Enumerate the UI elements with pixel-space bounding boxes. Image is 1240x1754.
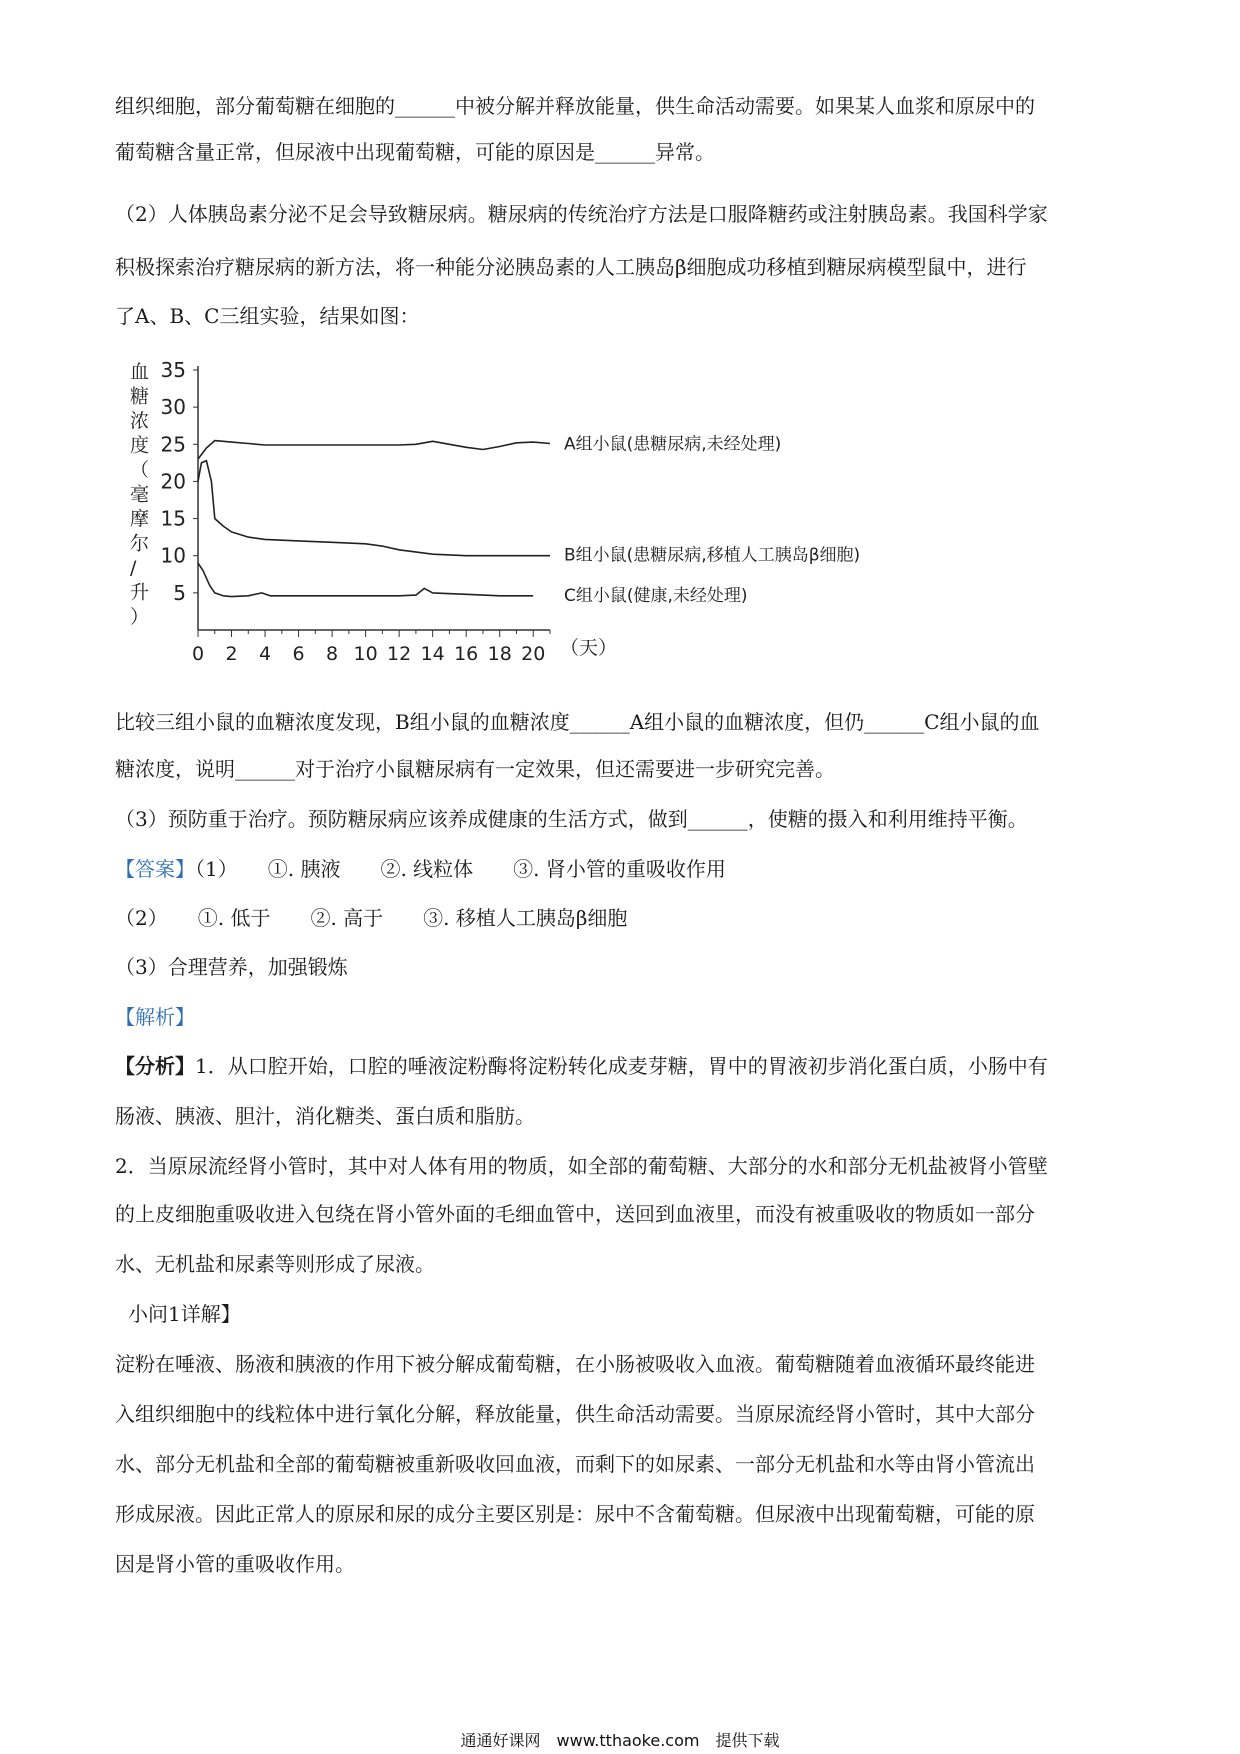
y-tick-label: 35 (160, 360, 186, 382)
answer-1: （1） ①. 胰液 ②. 线粒体 ③. 肾小管的重吸收作用 (195, 857, 726, 881)
x-tick-label: 12 (387, 643, 412, 665)
x-tick-label: 0 (191, 643, 205, 665)
fenxi-line-3: 2．当原尿流经肾小管时，其中对人体有用的物质，如全部的葡萄糖、大部分的水和部分无机盐被肾小管壁 (115, 1154, 1048, 1178)
text-line-2: 葡萄糖含量正常，但尿液中出现葡萄糖，可能的原因是______异常。 (115, 140, 715, 164)
answer-label: 【答案】 (115, 857, 195, 881)
x-tick-label: 14 (420, 643, 445, 665)
blood-glucose-chart (120, 360, 940, 680)
series-line-b (198, 461, 550, 556)
compare-line-2: 糖浓度，说明______对于治疗小鼠糖尿病有一定效果，但还需要进一步研究完善。 (115, 757, 835, 781)
series-line-c (198, 563, 533, 597)
x-tick-label: 16 (454, 643, 479, 665)
fenxi-line-2: 肠液、胰液、胆汁，消化糖类、蛋白质和脂肪。 (115, 1104, 535, 1128)
x-axis-label: （天） (560, 637, 618, 659)
question-2-line-3: 了A、B、C三组实验，结果如图： (115, 304, 420, 328)
x-tick-label: 10 (353, 643, 378, 665)
answer-2: （2） ①. 低于 ②. 高于 ③. 移植人工胰岛β细胞 (115, 906, 628, 930)
question-2-line-2: 积极探索治疗糖尿病的新方法，将一种能分泌胰岛素的人工胰岛β细胞成功移植到糖尿病模型鼠中，进行 (115, 255, 1027, 279)
y-tick-label: 20 (160, 469, 186, 494)
y-tick-label: 30 (160, 395, 186, 420)
y-tick-label: 5 (173, 580, 186, 605)
y-tick-label: 15 (160, 506, 186, 531)
compare-line-1: 比较三组小鼠的血糖浓度发现，B组小鼠的血糖浓度______A组小鼠的血糖浓度，但仍______C组小鼠的血 (115, 710, 1040, 734)
series-label-a: A组小鼠(患糖尿病,未经处理) (564, 434, 782, 455)
x-tick-label: 4 (259, 643, 272, 665)
question-3-line: （3）预防重于治疗。预防糖尿病应该养成健康的生活方式，做到______，使糖的摄入和利用维持平衡。 (115, 807, 1028, 831)
series-label-b: B组小鼠(患糖尿病,移植人工胰岛β细胞) (564, 545, 861, 566)
fenxi-line-4: 的上皮细胞重吸收进入包绕在肾小管外面的毛细血管中，送回到血液里，而没有被重吸收的物质如一部分 (115, 1202, 1035, 1226)
fenxi-line-1 (115, 1052, 1135, 1080)
answer-3: （3）合理营养，加强锻炼 (115, 955, 348, 979)
text-line-1: 组织细胞，部分葡萄糖在细胞的______中被分解并释放能量，供生命活动需要。如果某人血浆和原尿中的 (115, 94, 1035, 118)
fenxi-label: 【分析】 (115, 1054, 195, 1078)
footer-source: 通通好课网 www.tthaoke.com 提供下载 (460, 1731, 780, 1750)
analysis-heading: 【解析】 (115, 1005, 195, 1029)
answer-line-1 (115, 855, 1135, 883)
fenxi-text-1: 1．从口腔开始，口腔的唾液淀粉酶将淀粉转化成麦芽糖，胃中的胃液初步消化蛋白质，小肠中有 (195, 1054, 1048, 1078)
detail-line-4: 形成尿液。因此正常人的原尿和尿的成分主要区别是：尿中不含葡萄糖。但尿液中出现葡萄糖，可能的原 (115, 1502, 1035, 1526)
y-tick-label: 25 (160, 432, 186, 457)
series-label-c: C组小鼠(健康,未经处理) (564, 585, 748, 606)
y-axis-label-text: 血糖浓度（毫摩尔/升） (130, 361, 150, 628)
detail-line-5: 因是肾小管的重吸收作用。 (115, 1552, 355, 1576)
x-tick-label: 2 (225, 643, 238, 665)
detail-line-2: 入组织细胞中的线粒体中进行氧化分解，释放能量，供生命活动需要。当原尿流经肾小管时，其中大部分 (115, 1402, 1035, 1426)
subquestion-1-heading: 小问1详解】 (128, 1302, 241, 1326)
x-tick-label: 6 (292, 643, 305, 665)
x-tick-label: 8 (326, 643, 339, 665)
y-axis-label (130, 361, 149, 628)
question-2-line-1: （2）人体胰岛素分泌不足会导致糖尿病。糖尿病的传统治疗方法是口服降糖药或注射胰岛素。我国科学家 (115, 202, 1048, 226)
detail-line-3: 水、部分无机盐和全部的葡萄糖被重新吸收回血液，而剩下的如尿素、一部分无机盐和水等由肾小管流出 (115, 1452, 1035, 1476)
fenxi-line-5: 水、无机盐和尿素等则形成了尿液。 (115, 1252, 435, 1276)
detail-line-1: 淀粉在唾液、肠液和胰液的作用下被分解成葡萄糖，在小肠被吸收入血液。葡萄糖随着血液循环最终能进 (115, 1352, 1035, 1376)
x-tick-label: 20 (521, 643, 546, 665)
x-tick-label: 18 (487, 643, 512, 665)
series-line-a (198, 441, 550, 460)
y-tick-label: 10 (160, 543, 186, 568)
